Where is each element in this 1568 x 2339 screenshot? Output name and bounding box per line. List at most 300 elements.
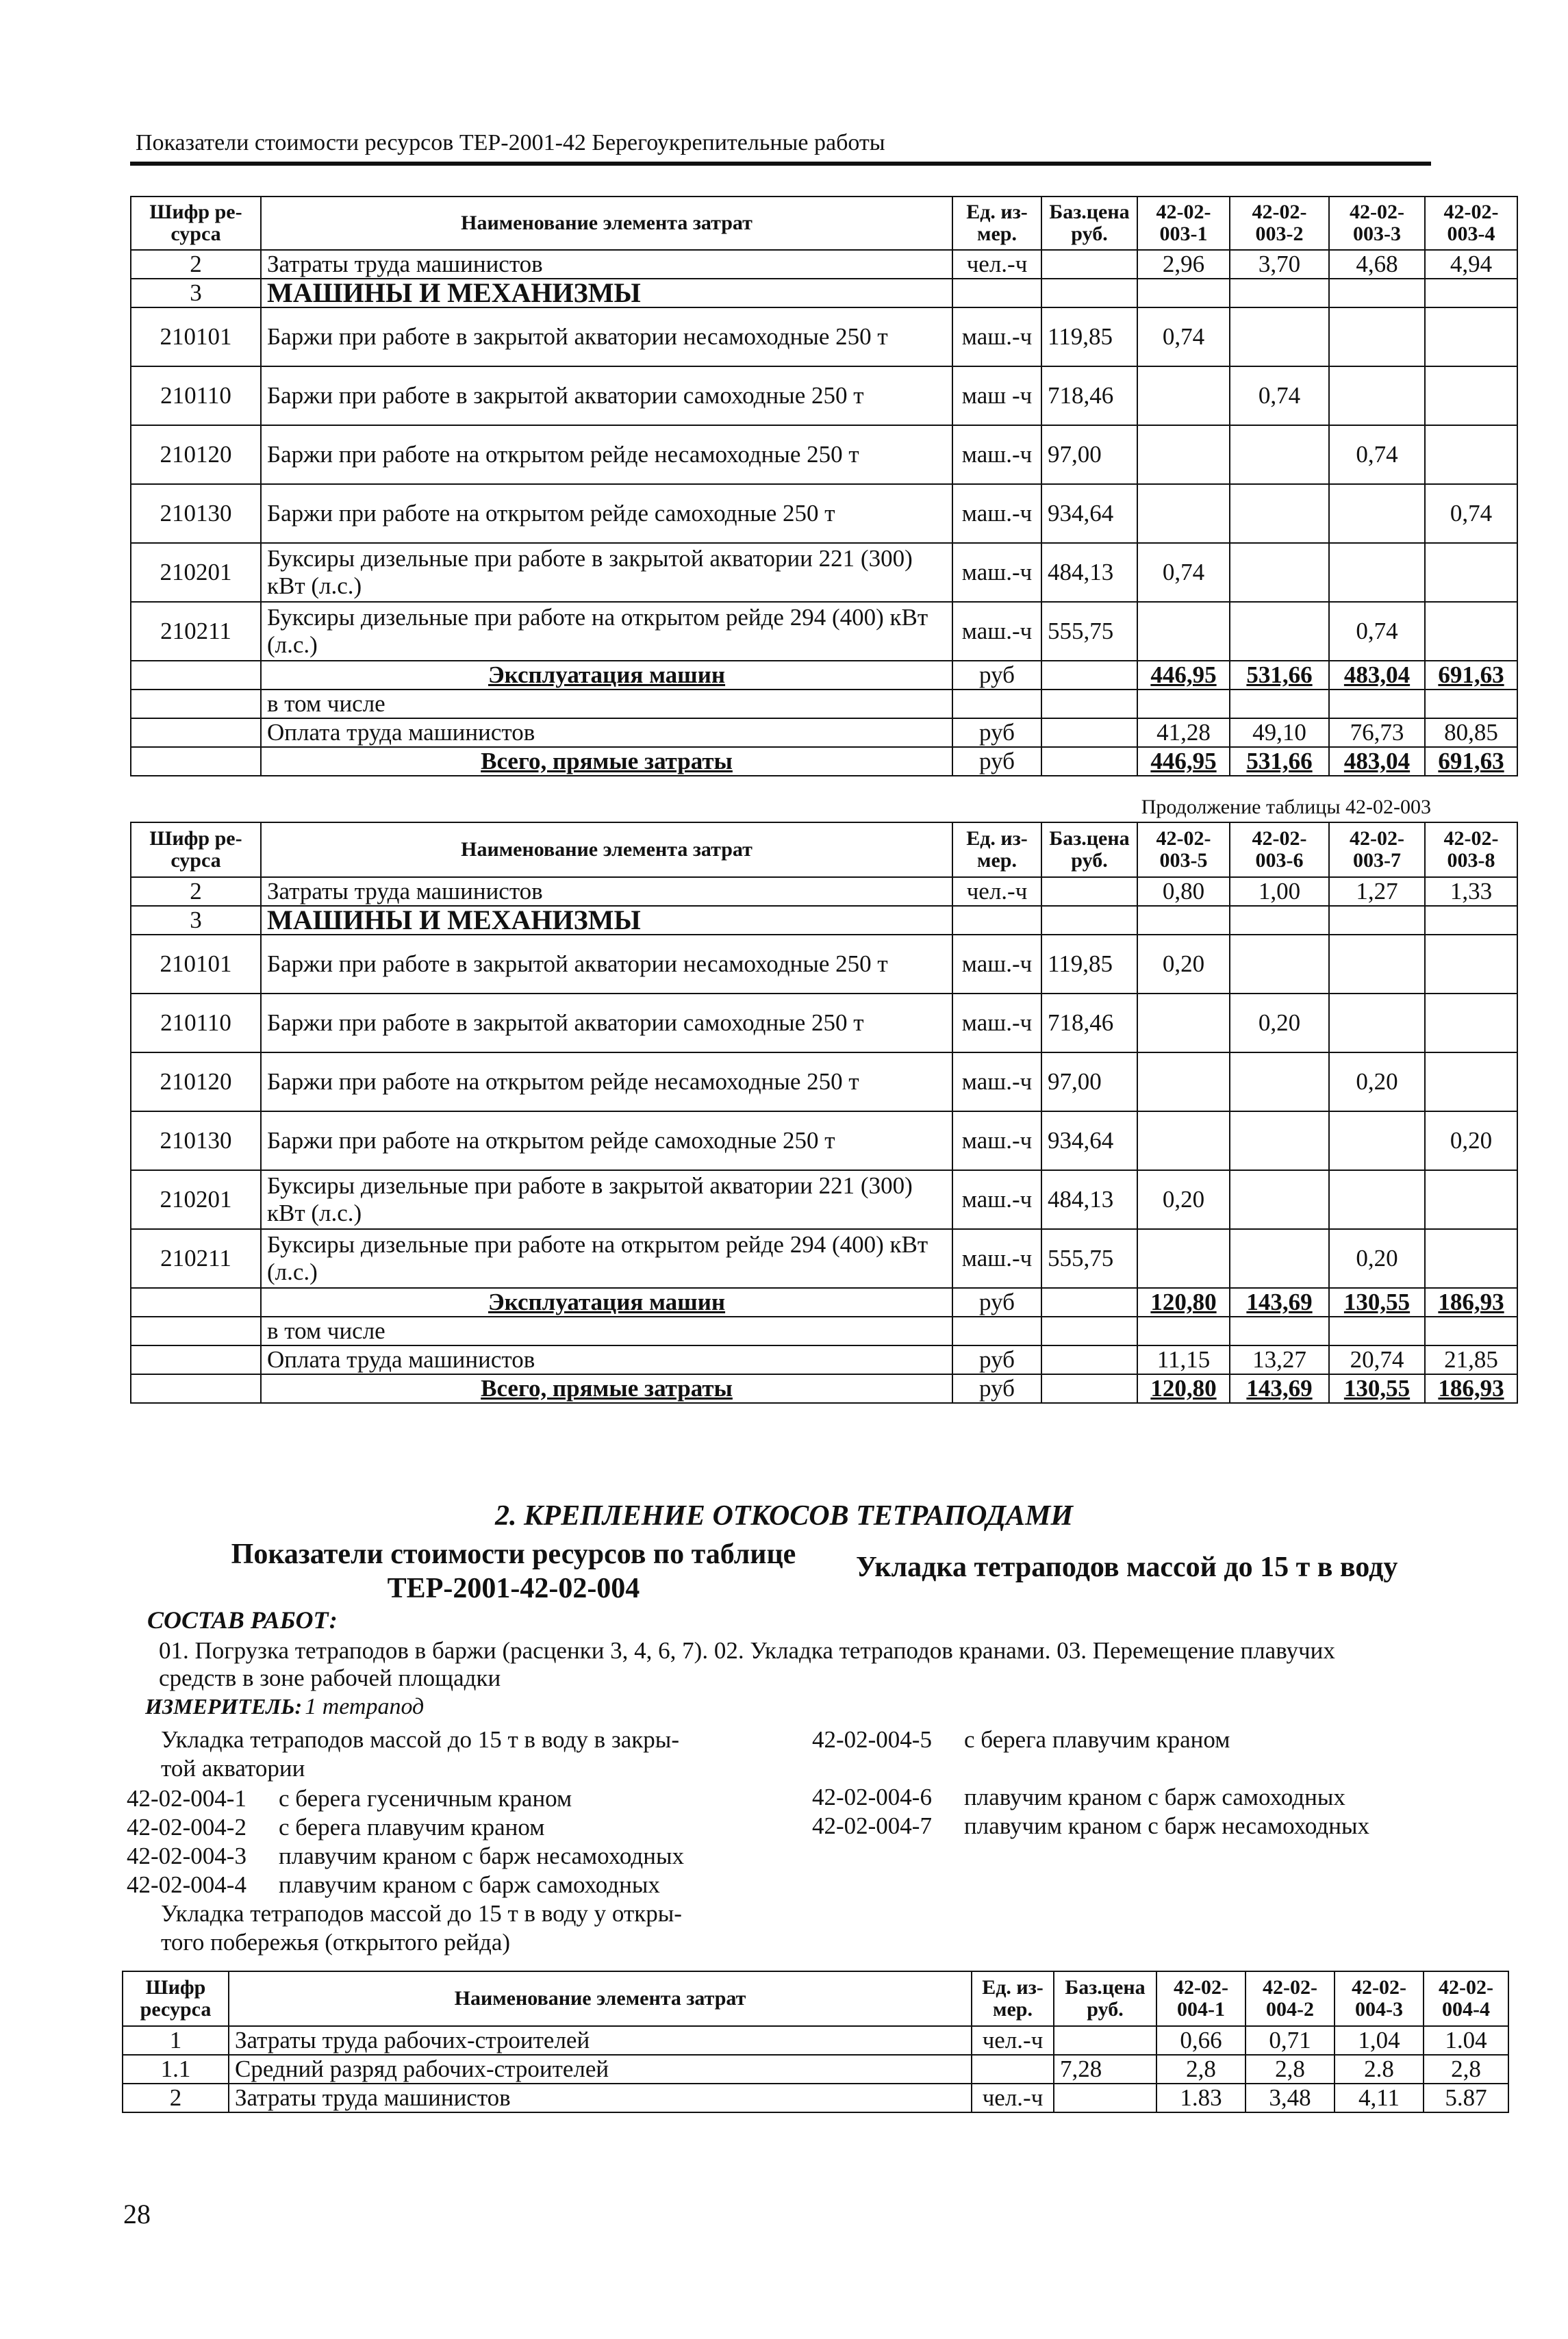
work-item-text: с берега плавучим краном <box>964 1726 1230 1753</box>
norm-value-cell: 1,33 <box>1425 877 1517 906</box>
resource-code-cell: 210110 <box>131 366 261 425</box>
work-item <box>127 1784 684 1813</box>
work-item-text: плавучим краном с барж самоходных <box>964 1784 1345 1810</box>
cost-element-name-cell: Буксиры дизельные при работе на открытом рейде 294 (400) кВт (л.с.) <box>261 1229 952 1288</box>
resource-code-cell: 210211 <box>131 602 261 661</box>
work-item-text: с берега плавучим краном <box>279 1814 545 1841</box>
resource-code-cell: 210120 <box>131 1052 261 1111</box>
norm-value-cell <box>1230 307 1329 366</box>
norm-value-cell <box>1329 307 1425 366</box>
table-row <box>123 2026 1508 2055</box>
norm-value-cell: 0,20 <box>1137 935 1230 994</box>
work-item <box>127 1871 684 1899</box>
norm-value-cell <box>1230 1052 1329 1111</box>
cost-element-name-cell: Баржи при работе на открытом рейде несамоходные 250 т <box>261 425 952 484</box>
norm-value-cell: 0,66 <box>1156 2026 1245 2055</box>
work-item <box>812 1725 1369 1754</box>
work-item-code: 42-02-004-3 <box>127 1843 246 1869</box>
table-row <box>123 2084 1508 2112</box>
unit-cell: чел.-ч <box>952 250 1041 279</box>
norm-value-cell <box>1137 1052 1230 1111</box>
resource-code-cell: 1 <box>123 2026 229 2055</box>
sostav-text-2: средств в зоне рабочей площадки <box>159 1665 501 1691</box>
table-header-row <box>123 1971 1508 2026</box>
norm-value-cell: 76,73 <box>1329 718 1425 747</box>
norm-value-cell <box>1425 279 1517 307</box>
base-price-cell <box>1041 250 1137 279</box>
norm-value-cell: 1.04 <box>1424 2026 1508 2055</box>
base-price-cell: 119,85 <box>1041 307 1137 366</box>
resource-code-cell <box>131 1288 261 1317</box>
norm-value-cell <box>1230 425 1329 484</box>
norm-value-cell: 0,20 <box>1425 1111 1517 1170</box>
norm-value-cell: 1.83 <box>1156 2084 1245 2112</box>
norm-value-cell: 0,74 <box>1137 307 1230 366</box>
norm-value-cell <box>1137 690 1230 718</box>
norm-value-cell <box>1137 906 1230 935</box>
column-header: 42-02-003-4 <box>1425 197 1517 250</box>
cost-element-name-cell: Баржи при работе в закрытой акватории самоходные 250 т <box>261 994 952 1052</box>
base-price-cell: 934,64 <box>1041 484 1137 543</box>
base-price-cell: 97,00 <box>1041 425 1137 484</box>
resource-code-cell: 210130 <box>131 484 261 543</box>
cost-element-name-cell: МАШИНЫ И МЕХАНИЗМЫ <box>261 906 952 935</box>
norm-value-cell <box>1230 484 1329 543</box>
cost-element-name-cell: Всего, прямые затраты <box>261 747 952 776</box>
table-row <box>123 2055 1508 2084</box>
table-subtitle-right: Укладка тетраподов массой до 15 т в воду <box>856 1552 1398 1583</box>
table-row <box>131 1170 1517 1229</box>
cost-element-name-cell: Буксиры дизельные при работе в закрытой акватории 221 (300) кВт (л.с.) <box>261 1170 952 1229</box>
norm-value-cell: 1,27 <box>1329 877 1425 906</box>
work-item-text: с берега гусеничным краном <box>279 1785 572 1812</box>
cost-element-name-cell: Баржи при работе на открытом рейде самоходные 250 т <box>261 484 952 543</box>
cost-element-name-cell: Оплата труда машинистов <box>261 1345 952 1374</box>
table-row <box>131 718 1517 747</box>
table-row <box>131 1052 1517 1111</box>
base-price-cell <box>1041 1317 1137 1345</box>
norm-value-cell: 2,8 <box>1424 2055 1508 2084</box>
norm-value-cell: 186,93 <box>1425 1288 1517 1317</box>
norm-value-cell <box>1230 1229 1329 1288</box>
table-row <box>131 877 1517 906</box>
group1-line-2: той акватории <box>161 1755 305 1782</box>
work-item-code: 42-02-004-4 <box>127 1871 246 1898</box>
table-header-row <box>131 822 1517 877</box>
unit-cell: маш.-ч <box>952 602 1041 661</box>
norm-value-cell <box>1230 602 1329 661</box>
work-item-list-left <box>127 1784 684 1899</box>
unit-cell: маш.-ч <box>952 1229 1041 1288</box>
norm-value-cell: 4,94 <box>1425 250 1517 279</box>
norm-value-cell <box>1329 994 1425 1052</box>
column-header: 42-02-003-2 <box>1230 197 1329 250</box>
work-item-text: плавучим краном с барж несамоходных <box>279 1843 684 1869</box>
base-price-cell: 484,13 <box>1041 543 1137 602</box>
norm-value-cell: 0,74 <box>1329 425 1425 484</box>
norm-value-cell: 3,70 <box>1230 250 1329 279</box>
table-row <box>131 747 1517 776</box>
base-price-cell <box>1054 2084 1156 2112</box>
header-rule <box>130 162 1431 166</box>
cost-element-name-cell: Буксиры дизельные при работе на открытом рейде 294 (400) кВт (л.с.) <box>261 602 952 661</box>
column-header: Баз.цена руб. <box>1054 1971 1156 2026</box>
unit-cell: маш.-ч <box>952 484 1041 543</box>
base-price-cell <box>1041 661 1137 690</box>
unit-cell: маш.-ч <box>952 543 1041 602</box>
resource-code-cell <box>131 1317 261 1345</box>
table-row <box>131 1317 1517 1345</box>
unit-cell: чел.-ч <box>972 2026 1054 2055</box>
izmeritel-value: 1 тетрапод <box>305 1694 425 1719</box>
norm-value-cell: 531,66 <box>1230 747 1329 776</box>
norm-value-cell <box>1425 1229 1517 1288</box>
unit-cell: маш.-ч <box>952 935 1041 994</box>
norm-value-cell <box>1425 366 1517 425</box>
work-item-code: 42-02-004-6 <box>812 1784 932 1810</box>
column-header: 42-02-004-1 <box>1156 1971 1245 2026</box>
unit-cell <box>972 2055 1054 2084</box>
unit-cell <box>952 1317 1041 1345</box>
resource-table-004-1-4 <box>122 1971 1509 2113</box>
base-price-cell <box>1054 2026 1156 2055</box>
norm-value-cell: 4,11 <box>1335 2084 1424 2112</box>
norm-value-cell: 0,80 <box>1137 877 1230 906</box>
cost-element-name-cell: МАШИНЫ И МЕХАНИЗМЫ <box>261 279 952 307</box>
norm-value-cell: 0,74 <box>1425 484 1517 543</box>
unit-cell <box>952 906 1041 935</box>
norm-value-cell <box>1425 425 1517 484</box>
cost-element-name-cell: Эксплуатация машин <box>261 661 952 690</box>
norm-value-cell <box>1137 602 1230 661</box>
norm-value-cell <box>1329 1317 1425 1345</box>
norm-value-cell <box>1425 543 1517 602</box>
cost-element-name-cell: Затраты труда машинистов <box>229 2084 972 2112</box>
norm-value-cell <box>1425 690 1517 718</box>
norm-value-cell <box>1137 1317 1230 1345</box>
norm-value-cell: 143,69 <box>1230 1288 1329 1317</box>
norm-value-cell <box>1425 1317 1517 1345</box>
norm-value-cell: 4,68 <box>1329 250 1425 279</box>
resource-code-cell: 3 <box>131 279 261 307</box>
unit-cell: руб <box>952 747 1041 776</box>
work-item-code: 42-02-004-2 <box>127 1814 246 1841</box>
base-price-cell <box>1041 1374 1137 1403</box>
norm-value-cell: 2,96 <box>1137 250 1230 279</box>
column-header: 42-02-004-4 <box>1424 1971 1508 2026</box>
norm-value-cell <box>1230 690 1329 718</box>
column-header: Ед. из-мер. <box>972 1971 1054 2026</box>
resource-code-cell: 2 <box>123 2084 229 2112</box>
work-item-list-right <box>812 1725 1369 1841</box>
cost-element-name-cell: в том числе <box>261 690 952 718</box>
column-header: 42-02-003-8 <box>1425 822 1517 877</box>
resource-code-cell: 210211 <box>131 1229 261 1288</box>
norm-value-cell <box>1230 1111 1329 1170</box>
subtitle-line-2: ТЕР-2001-42-02-004 <box>387 1573 640 1604</box>
column-header: Наименование элемента затрат <box>261 197 952 250</box>
table-row <box>131 250 1517 279</box>
unit-cell: руб <box>952 718 1041 747</box>
norm-value-cell: 0,71 <box>1245 2026 1335 2055</box>
norm-value-cell <box>1425 307 1517 366</box>
norm-value-cell <box>1425 1170 1517 1229</box>
norm-value-cell <box>1329 1170 1425 1229</box>
column-header: Наименование элемента затрат <box>229 1971 972 2026</box>
izmeritel-label: ИЗМЕРИТЕЛЬ: <box>145 1694 303 1719</box>
base-price-cell <box>1041 747 1137 776</box>
norm-value-cell <box>1329 1111 1425 1170</box>
resource-code-cell: 210130 <box>131 1111 261 1170</box>
cost-element-name-cell: Всего, прямые затраты <box>261 1374 952 1403</box>
resource-code-cell: 1.1 <box>123 2055 229 2084</box>
table-row <box>131 366 1517 425</box>
norm-value-cell <box>1329 543 1425 602</box>
norm-value-cell: 41,28 <box>1137 718 1230 747</box>
resource-code-cell: 3 <box>131 906 261 935</box>
norm-value-cell <box>1230 906 1329 935</box>
norm-value-cell: 691,63 <box>1425 747 1517 776</box>
resource-code-cell <box>131 1345 261 1374</box>
resource-code-cell: 210101 <box>131 307 261 366</box>
unit-cell: маш.-ч <box>952 1052 1041 1111</box>
resource-code-cell: 210110 <box>131 994 261 1052</box>
table-row <box>131 906 1517 935</box>
cost-element-name-cell: Баржи при работе в закрытой акватории несамоходные 250 т <box>261 307 952 366</box>
resource-code-cell <box>131 747 261 776</box>
unit-cell: маш.-ч <box>952 307 1041 366</box>
norm-value-cell <box>1425 1052 1517 1111</box>
norm-value-cell: 446,95 <box>1137 747 1230 776</box>
norm-value-cell <box>1137 279 1230 307</box>
norm-value-cell: 21,85 <box>1425 1345 1517 1374</box>
norm-value-cell: 531,66 <box>1230 661 1329 690</box>
work-item-text: плавучим краном с барж самоходных <box>279 1871 660 1898</box>
column-header: Наименование элемента затрат <box>261 822 952 877</box>
norm-value-cell <box>1425 935 1517 994</box>
norm-value-cell: 0,74 <box>1137 543 1230 602</box>
resource-code-cell: 2 <box>131 877 261 906</box>
norm-value-cell <box>1329 279 1425 307</box>
table-row <box>131 1111 1517 1170</box>
norm-value-cell: 0,20 <box>1329 1229 1425 1288</box>
norm-value-cell: 2,8 <box>1156 2055 1245 2084</box>
unit-cell: руб <box>952 661 1041 690</box>
work-item-code: 42-02-004-5 <box>812 1726 932 1753</box>
resource-table-003-5-8 <box>130 822 1518 1404</box>
norm-value-cell <box>1329 484 1425 543</box>
resource-code-cell <box>131 718 261 747</box>
table-row <box>131 1229 1517 1288</box>
group2-line-1: Укладка тетраподов массой до 15 т в воду у откры- <box>161 1900 682 1927</box>
column-header: 42-02-003-5 <box>1137 822 1230 877</box>
group2-line-2: того побережья (открытого рейда) <box>161 1929 511 1956</box>
base-price-cell: 555,75 <box>1041 602 1137 661</box>
norm-value-cell <box>1329 366 1425 425</box>
norm-value-cell: 2,8 <box>1245 2055 1335 2084</box>
work-item-code: 42-02-004-1 <box>127 1785 246 1812</box>
norm-value-cell: 1,00 <box>1230 877 1329 906</box>
cost-element-name-cell: Затраты труда машинистов <box>261 877 952 906</box>
norm-value-cell: 130,55 <box>1329 1288 1425 1317</box>
column-header: Ед. из-мер. <box>952 197 1041 250</box>
norm-value-cell: 80,85 <box>1425 718 1517 747</box>
norm-value-cell: 143,69 <box>1230 1374 1329 1403</box>
column-header: Шифр ресурса <box>123 1971 229 2026</box>
norm-value-cell: 0,74 <box>1230 366 1329 425</box>
base-price-cell <box>1041 906 1137 935</box>
unit-cell: маш -ч <box>952 366 1041 425</box>
unit-cell: руб <box>952 1288 1041 1317</box>
column-header: 42-02-003-3 <box>1329 197 1425 250</box>
column-header: 42-02-003-1 <box>1137 197 1230 250</box>
cost-element-name-cell: Затраты труда машинистов <box>261 250 952 279</box>
unit-cell <box>952 279 1041 307</box>
table-row <box>131 425 1517 484</box>
table-row <box>131 1374 1517 1403</box>
norm-value-cell <box>1329 906 1425 935</box>
subtitle-line-1: Показатели стоимости ресурсов по таблице <box>231 1539 796 1570</box>
norm-value-cell <box>1230 1317 1329 1345</box>
base-price-cell <box>1041 718 1137 747</box>
norm-value-cell: 446,95 <box>1137 661 1230 690</box>
unit-cell: маш.-ч <box>952 1170 1041 1229</box>
unit-cell: руб <box>952 1374 1041 1403</box>
work-item <box>812 1783 1369 1812</box>
resource-code-cell: 2 <box>131 250 261 279</box>
section-title: 2. КРЕПЛЕНИЕ ОТКОСОВ ТЕТРАПОДАМИ <box>494 1500 1074 1532</box>
column-header: Шифр ре-сурса <box>131 822 261 877</box>
norm-value-cell <box>1137 425 1230 484</box>
base-price-cell <box>1041 1345 1137 1374</box>
cost-element-name-cell: Эксплуатация машин <box>261 1288 952 1317</box>
resource-table-003-1-4 <box>130 196 1518 776</box>
unit-cell: маш.-ч <box>952 425 1041 484</box>
cost-element-name-cell: Затраты труда рабочих-строителей <box>229 2026 972 2055</box>
resource-code-cell <box>131 690 261 718</box>
resource-code-cell: 210201 <box>131 543 261 602</box>
cost-element-name-cell: Баржи при работе на открытом рейде несамоходные 250 т <box>261 1052 952 1111</box>
table-row <box>131 1288 1517 1317</box>
column-header: Баз.цена руб. <box>1041 822 1137 877</box>
norm-value-cell: 483,04 <box>1329 661 1425 690</box>
norm-value-cell <box>1137 1111 1230 1170</box>
base-price-cell <box>1041 877 1137 906</box>
column-header: 42-02-003-6 <box>1230 822 1329 877</box>
column-header: 42-02-004-2 <box>1245 1971 1335 2026</box>
unit-cell: маш.-ч <box>952 994 1041 1052</box>
cost-element-name-cell: Оплата труда машинистов <box>261 718 952 747</box>
base-price-cell: 97,00 <box>1041 1052 1137 1111</box>
norm-value-cell: 0,20 <box>1230 994 1329 1052</box>
column-header: 42-02-003-7 <box>1329 822 1425 877</box>
norm-value-cell: 3,48 <box>1245 2084 1335 2112</box>
base-price-cell: 7,28 <box>1054 2055 1156 2084</box>
cost-element-name-cell: в том числе <box>261 1317 952 1345</box>
table-subtitle-left <box>205 1537 822 1606</box>
unit-cell <box>952 690 1041 718</box>
izmeritel-line <box>145 1694 424 1720</box>
table-row <box>131 484 1517 543</box>
norm-value-cell <box>1425 906 1517 935</box>
cost-element-name-cell: Баржи при работе на открытом рейде самоходные 250 т <box>261 1111 952 1170</box>
column-header: Баз.цена руб. <box>1041 197 1137 250</box>
norm-value-cell: 1,04 <box>1335 2026 1424 2055</box>
norm-value-cell <box>1230 935 1329 994</box>
table-row <box>131 935 1517 994</box>
norm-value-cell: 186,93 <box>1425 1374 1517 1403</box>
table-row <box>131 661 1517 690</box>
base-price-cell <box>1041 279 1137 307</box>
norm-value-cell: 20,74 <box>1329 1345 1425 1374</box>
norm-value-cell: 5.87 <box>1424 2084 1508 2112</box>
sostav-text-1: 01. Погрузка тетраподов в баржи (расценки 3, 4, 6, 7). 02. Укладка тетраподов кранами. 03. Перемещение плавучих <box>159 1637 1335 1664</box>
norm-value-cell: 691,63 <box>1425 661 1517 690</box>
norm-value-cell <box>1137 1229 1230 1288</box>
base-price-cell <box>1041 690 1137 718</box>
resource-code-cell: 210201 <box>131 1170 261 1229</box>
norm-value-cell: 0,20 <box>1137 1170 1230 1229</box>
work-item-text: плавучим краном с барж несамоходных <box>964 1812 1369 1839</box>
table-row <box>131 279 1517 307</box>
cost-element-name-cell: Баржи при работе в закрытой акватории несамоходные 250 т <box>261 935 952 994</box>
resource-code-cell: 210101 <box>131 935 261 994</box>
norm-value-cell: 130,55 <box>1329 1374 1425 1403</box>
norm-value-cell <box>1137 994 1230 1052</box>
resource-code-cell <box>131 1374 261 1403</box>
table-header-row <box>131 197 1517 250</box>
norm-value-cell <box>1329 935 1425 994</box>
cost-element-name-cell: Баржи при работе в закрытой акватории самоходные 250 т <box>261 366 952 425</box>
unit-cell: руб <box>952 1345 1041 1374</box>
norm-value-cell <box>1425 994 1517 1052</box>
norm-value-cell: 11,15 <box>1137 1345 1230 1374</box>
norm-value-cell: 120,80 <box>1137 1288 1230 1317</box>
page-number: 28 <box>123 2199 151 2229</box>
work-item <box>812 1812 1369 1841</box>
work-item <box>127 1842 684 1871</box>
base-price-cell: 718,46 <box>1041 994 1137 1052</box>
norm-value-cell: 483,04 <box>1329 747 1425 776</box>
table-row <box>131 690 1517 718</box>
norm-value-cell <box>1329 690 1425 718</box>
table-row <box>131 994 1517 1052</box>
page-header-title: Показатели стоимости ресурсов ТЕР-2001-42 Берегоукрепительные работы <box>136 130 885 155</box>
group1-line-1: Укладка тетраподов массой до 15 т в воду в закры- <box>161 1726 679 1753</box>
column-header: 42-02-004-3 <box>1335 1971 1424 2026</box>
base-price-cell: 934,64 <box>1041 1111 1137 1170</box>
norm-value-cell: 0,74 <box>1329 602 1425 661</box>
unit-cell: маш.-ч <box>952 1111 1041 1170</box>
table-row <box>131 1345 1517 1374</box>
norm-value-cell: 13,27 <box>1230 1345 1329 1374</box>
norm-value-cell: 120,80 <box>1137 1374 1230 1403</box>
norm-value-cell <box>1137 484 1230 543</box>
base-price-cell: 119,85 <box>1041 935 1137 994</box>
column-header: Шифр ре-сурса <box>131 197 261 250</box>
norm-value-cell <box>1230 1170 1329 1229</box>
table-row <box>131 543 1517 602</box>
unit-cell: чел.-ч <box>972 2084 1054 2112</box>
work-item-code: 42-02-004-7 <box>812 1812 932 1839</box>
table-row <box>131 602 1517 661</box>
norm-value-cell <box>1230 279 1329 307</box>
work-item <box>127 1813 684 1842</box>
cost-element-name-cell: Буксиры дизельные при работе в закрытой акватории 221 (300) кВт (л.с.) <box>261 543 952 602</box>
resource-code-cell: 210120 <box>131 425 261 484</box>
base-price-cell <box>1041 1288 1137 1317</box>
norm-value-cell <box>1425 602 1517 661</box>
